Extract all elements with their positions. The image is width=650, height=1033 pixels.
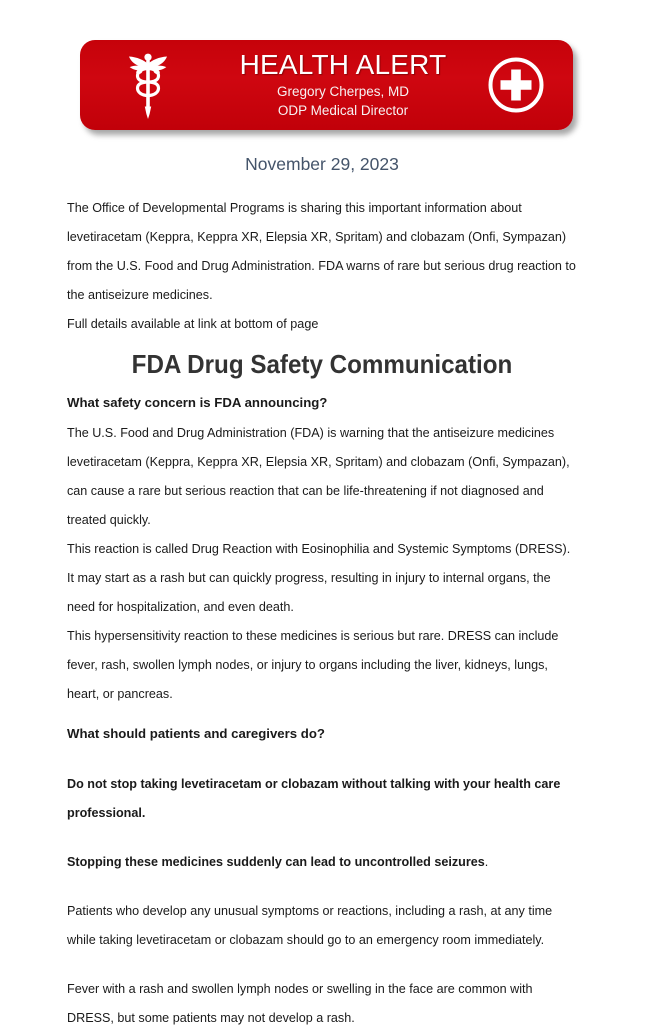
paragraph-spacer-4 [67,955,577,975]
section1-paragraph-1: The U.S. Food and Drug Administration (FDA) is warning that the antiseizure medicines levetiracetam (Keppra, Keppra XR, Elepsia XR, Spritam) and clobazam (Onfi, Sympazan), can cause a rare but serious reaction that can be life-threatening if not diagnosed and treated quickly. [67,426,570,527]
caduceus-icon [116,51,180,119]
section1-paragraph-2: This reaction is called Drug Reaction with Eosinophilia and Systemic Symptoms (DRESS). It may start as a rash but can quickly progress, resulting in injury to internal organs, the need for hospitalization, and even death. [67,542,571,614]
section-heading-patients-caregivers: What should patients and caregivers do? [67,726,325,741]
paragraph-spacer-1 [67,750,577,770]
intro-paragraph: The Office of Developmental Programs is sharing this important information about levetiracetam (Keppra, Keppra XR, Elepsia XR, Spritam) and clobazam (Onfi, Sympazan) from the U.S. Food and Drug Administration. FDA warns of rare but serious drug reaction to the antiseizure medicines. [67,201,576,302]
alert-date: November 29, 2023 [245,154,399,174]
section-spacer [67,709,577,722]
section2-paragraph-3: Patients who develop any unusual symptoms or reactions, including a rash, at any time while taking levetiracetam or clobazam should go to an emergency room immediately. [67,904,553,947]
section2-bold-paragraph-2-text: Stopping these medicines suddenly can lead to uncontrolled seizures [67,855,485,869]
section2-bold-paragraph-2 [67,848,577,877]
banner-subtitle-role: ODP Medical Director [277,103,409,118]
section-heading-safety-concern: What safety concern is FDA announcing? [67,395,328,410]
paragraph-spacer-3 [67,877,577,897]
paragraph-spacer-2 [67,828,577,848]
section2-bold-paragraph-1: Do not stop taking levetiracetam or clobazam without talking with your health care professional. [67,777,561,820]
section2-bold-paragraph-2-period: . [484,855,489,869]
banner-background [80,40,573,130]
intro-note: Full details available at link at bottom of page [67,317,319,331]
medical-cross-icon [486,55,546,115]
document-body [67,150,577,1033]
health-alert-banner [80,40,573,130]
page-title: FDA Drug Safety Communication [131,349,513,379]
section2-paragraph-4: Fever with a rash and swollen lymph nodes or swelling in the face are common with DRESS, but some patients may not develop a rash. [67,982,533,1025]
banner-title: HEALTH ALERT [239,49,447,80]
section1-paragraph-3: This hypersensitivity reaction to these medicines is serious but rare. DRESS can include fever, rash, swollen lymph nodes, or injury to organs including the liver, kidneys, lungs, heart, or pancreas. [67,629,559,701]
banner-text-block [212,48,474,120]
banner-subtitle-name: Gregory Cherpes, MD [276,84,410,99]
